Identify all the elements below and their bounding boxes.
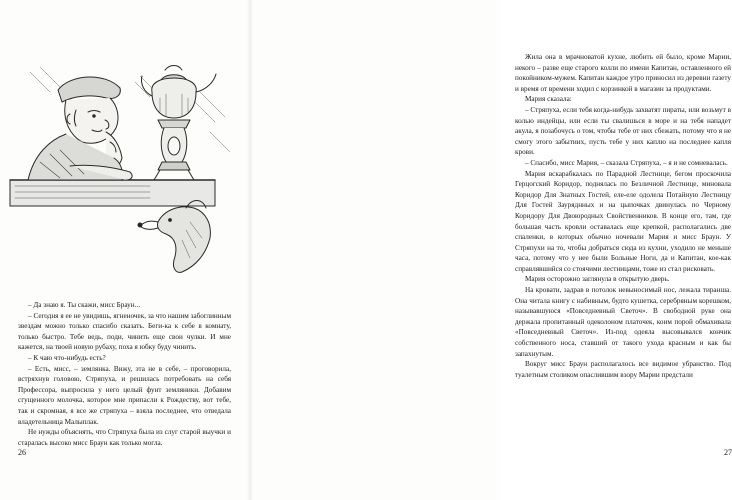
page-number-left: 26 bbox=[18, 448, 26, 457]
left-page-text bbox=[18, 300, 231, 448]
paragraph: Мария вскарабкалась по Парадной Лестнице, бегом проскочила Герцогский Коридор, поднялась по Безличной Лестнице, миновала Коридор Для Знатных Гостей, еле-еле одолела Потайную Лестницу Для Гостей Зауряднных и на цыпочках двинулась по Черному Коридору Для Двоюродных Свойственников. В конце его, там, где большая часть кровли оставалась еще крепкой, располагались две спаленки, в которых обычно ночевали Мария и мисс Браун. У Стряпухи на то, чтобы добраться сюда из кухни, уходило не меньше часа, потому что у нее были Больные Ноги, да и Капитан, кое-как справлявшийся со стоячими лестницами, тоже из стал рисковать. bbox=[515, 169, 731, 273]
right-page bbox=[250, 0, 732, 500]
paragraph: – Есть, мисс, – землянка. Вижу, эта не в себе, – проговорила, встряхнув головою, Стряпуха, и решилась потребовать на себя Профессора, выпросила у него целый фунт земляники. Добавим сгущенного молочка, которое мне припасли к Рождеству, вот тебе, так и скромная, я все же стряпуха – взяла последнее, что отведала владетельница Малыплак. bbox=[18, 364, 231, 426]
paragraph: – Да знаю я. Ты скажи, мисс Браун... bbox=[28, 301, 140, 309]
page-number-right: 27 bbox=[724, 448, 732, 457]
right-page-text bbox=[515, 52, 731, 380]
paragraph: – Стряпуха, если тебя когда-нибудь захватят пираты, или возьмут в колью индейцы, или если ты свалишься в море и на тебя нападет акула, я позабочусь о том, чтобы тебе от них сбежать, потому что я не смогу этого забытиих, пусть тебе у них каплю на последнее капля крови. bbox=[515, 105, 731, 157]
left-page bbox=[0, 0, 250, 500]
paragraph: Не нужды объяснять, что Стряпуха была из слуг старой выучки и старалась высоко мисс Браун как только могла. bbox=[18, 428, 231, 447]
illustration-cook-kettle-dog bbox=[10, 62, 238, 282]
paragraph: – Сегодня я ее не увидишь, ягненочек, за что нашим забоглинным звездам можно только спасибо сказать. Беги-ка к себе в комнату, только быстро. Тебе ведь, поди, чинить еще свои чулки. И мне кажется, на твоей новую рубаху, поха я юбку буду чинить. bbox=[18, 311, 231, 352]
paragraph: На кровати, задрав в потолок невыносимый нос, лежала тиранша. Она читала книгу с набивным, будто кушетка, серебряным корешком, называвшуюся «Повседневный Светоч». В свободной руке она держала пропитанный одеколоном платочек, коим порой обмахивала «Повседневный Светоч». Из-под одеяла высовывался кончик собственного носа, ставший от такого ухода красным и как бы запахнутым. bbox=[515, 286, 731, 358]
paragraph: Мария осторожно заглянула в открытую дверь. bbox=[525, 275, 670, 284]
paragraph: Вокруг мисс Браун располагалось все видимое убранство. Под туалетным столиком опаслившим взору Марии предстали bbox=[515, 360, 731, 379]
paragraph: – Спасибо, мисс Мария, – сказала Стряпуха, – я и не сомневалась. bbox=[525, 158, 728, 167]
paragraph: – К чаю что-нибудь есть? bbox=[28, 353, 106, 362]
paragraph: Мария сказала: bbox=[525, 95, 572, 104]
paragraph: Жила она в мрачноватой кухне, любить ей было, кроме Марии, некого – разве еще старого колли по имени Капитан, оставленного ей покойником-мужем. Капитан каждое утро приносил из деревни газету и время от времени ходил с корзинкой в магазин за продуктами. bbox=[515, 53, 731, 93]
